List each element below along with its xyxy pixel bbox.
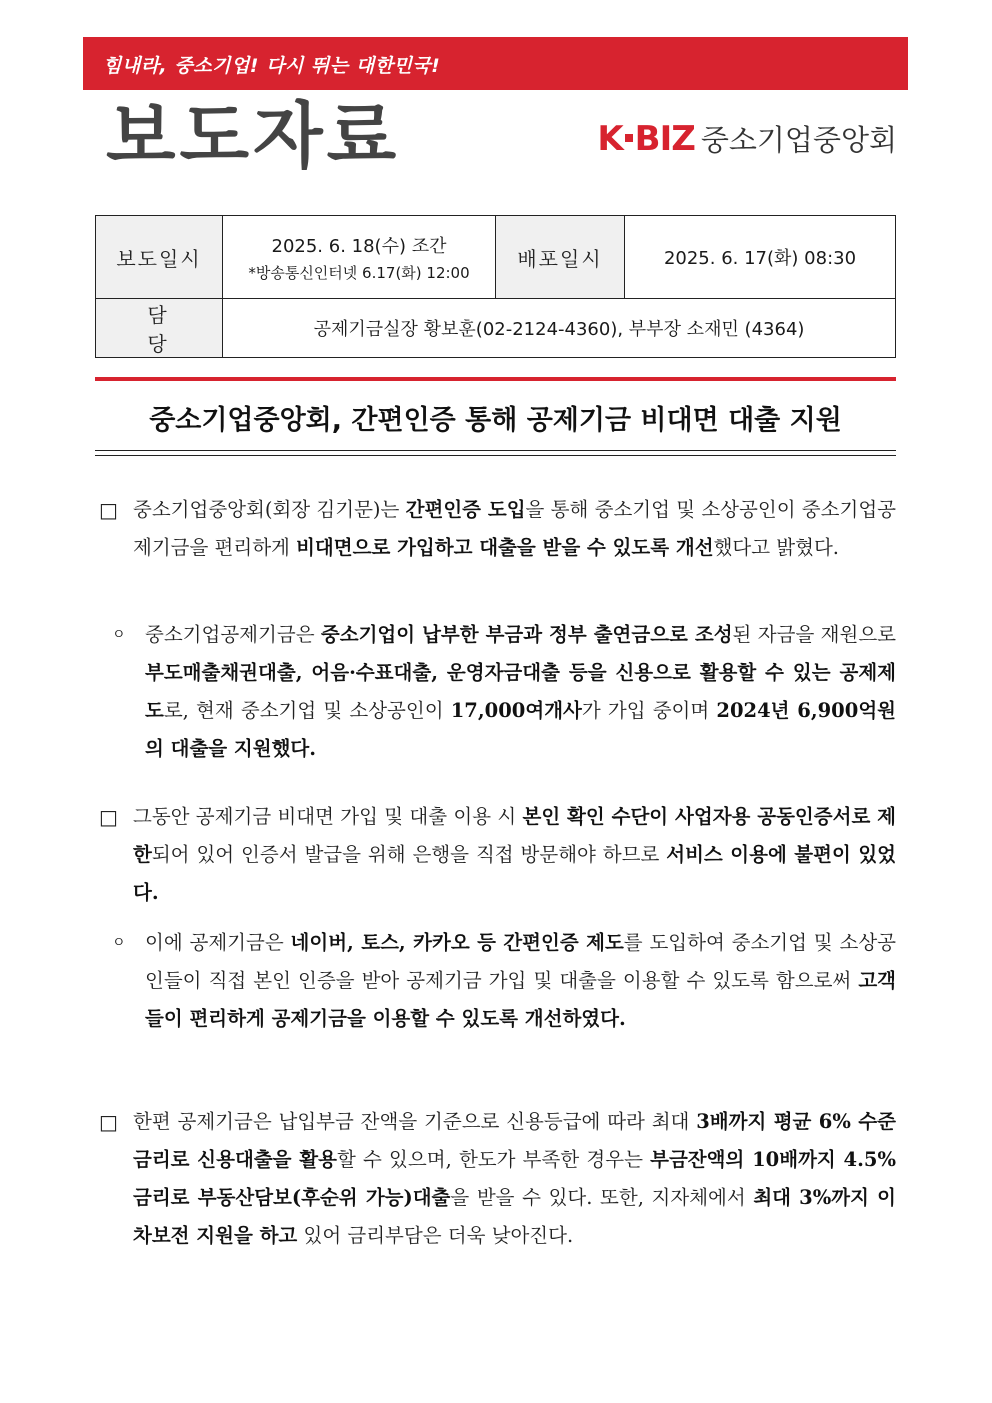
kbiz-logo: [597, 118, 897, 159]
double-divider: [95, 450, 896, 456]
contact-label: 담 당: [96, 299, 223, 358]
red-divider: [95, 377, 896, 381]
paragraph-4: ㅇ 이에 공제기금은 네이버, 토스, 카카오 등 간편인증 제도를 도입하여 중소기업 및 소상공인들이 직접 본인 인증을 받아 공제기금 가입 및 대출을 이용할 수 있도록 함으로써 고객들이 편리하게 공제기금을 이용할 수 있도록 개선하였다.: [112, 924, 896, 1038]
square-bullet-icon: □: [99, 498, 118, 522]
release-date-value: 2025. 6. 18(수) 조간: [271, 235, 447, 257]
headline: 중소기업중앙회, 간편인증 통해 공제기금 비대면 대출 지원: [149, 405, 842, 436]
kbiz-wordmark: K BIZ: [597, 118, 695, 159]
logo-org-name: 중소기업중앙회: [700, 123, 897, 157]
square-bullet-icon: □: [99, 805, 118, 829]
circle-bullet-icon: ㅇ: [112, 935, 126, 951]
distribution-date-label: 배포일시: [496, 216, 625, 299]
release-info-table: [95, 215, 896, 358]
paragraph-3: □ 그동안 공제기금 비대면 가입 및 대출 이용 시 본인 확인 수단이 사업자용 공동인증서로 제한되어 있어 인증서 발급을 위해 은행을 직접 방문해야 하므로 서비스 이용에 불편이 있었다.: [99, 798, 896, 912]
distribution-date-value: 2025. 6. 17(화) 08:30: [625, 216, 896, 299]
paragraph-1: □ 중소기업중앙회(회장 김기문)는 간편인증 도입을 통해 중소기업 및 소상공인이 중소기업공제기금을 편리하게 비대면으로 가입하고 대출을 받을 수 있도록 개선했다고 밝혔다.: [99, 491, 896, 567]
logo-dot-icon: [625, 134, 633, 142]
press-release-title: 보도자료: [106, 94, 401, 178]
paragraph-5: □ 한편 공제기금은 납입부금 잔액을 기준으로 신용등급에 따라 최대 3배까지 평균 6% 수준 금리로 신용대출을 활용할 수 있으며, 한도가 부족한 경우는 부금잔액의 10배까지 4.5% 금리로 부동산담보(후순위 가능)대출을 받을 수 있다. 또한, 지자체에서 최대 3%까지 이차보전 지원을 하고 있어 금리부담은 더욱 낮아진다.: [99, 1103, 896, 1255]
slogan-text: 힘내라, 중소기업! 다시 뛰는 대한민국!: [103, 55, 441, 77]
release-date-cell: [223, 216, 496, 299]
circle-bullet-icon: ㅇ: [112, 627, 126, 643]
paragraph-2: ㅇ 중소기업공제기금은 중소기업이 납부한 부금과 정부 출연금으로 조성된 자금을 재원으로 부도매출채권대출, 어음·수표대출, 운영자금대출 등을 신용으로 활용할 수 있는 공제제도로, 현재 중소기업 및 소상공인이 17,000여개사가 가입 중이며 2024년 6,900억원의 대출을 지원했다.: [112, 616, 896, 768]
release-date-note: *방송통신인터넷 6.17(화) 12:00: [248, 263, 470, 282]
contact-value: 공제기금실장 황보훈(02-2124-4360), 부부장 소재민 (4364): [223, 299, 896, 358]
square-bullet-icon: □: [99, 1110, 118, 1134]
release-date-label: 보도일시: [96, 216, 223, 299]
slogan-banner: [83, 37, 908, 90]
